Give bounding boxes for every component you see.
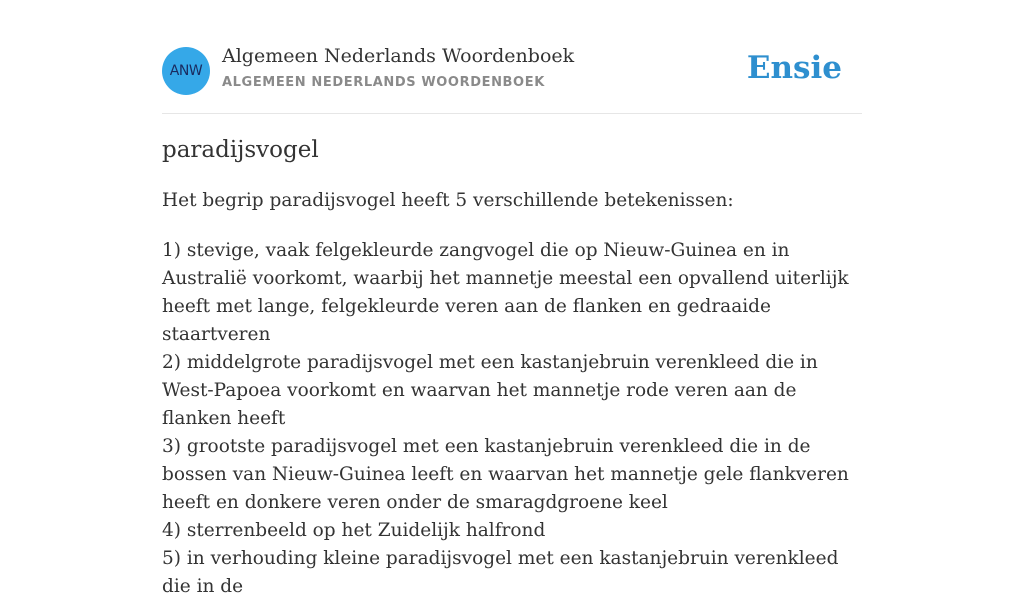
definition-1: 1) stevige, vaak felgekleurde zangvogel die op Nieuw-Guinea en in Australië voorkomt, waarbij het mannetje meestal een opvallend uiterlijk heeft met lange, felgekleurde veren aan de flanken en gedraaide staartveren [162, 240, 849, 345]
content-container [162, 0, 862, 597]
site-subtitle: ALGEMEEN NEDERLANDS WOORDENBOEK [222, 75, 545, 90]
definition-3: 3) grootste paradijsvogel met een kastanjebruin verenkleed die in de bossen van Nieuw-Guinea leeft en waarvan het mannetje gele flankveren heeft en donkere veren onder de smaragdgroene keel [162, 436, 849, 513]
definition-4: 4) sterrenbeeld op het Zuidelijk halfrond [162, 520, 546, 541]
entry-intro: Het begrip paradijsvogel heeft 5 verschillende betekenissen: [162, 190, 734, 211]
ensie-brand-link[interactable]: Ensie [746, 50, 842, 86]
anw-logo[interactable]: ANW [162, 47, 210, 95]
definition-5: 5) in verhouding kleine paradijsvogel met een kastanjebruin verenkleed die in de [162, 548, 839, 597]
entry-title: paradijsvogel [162, 137, 319, 163]
header [162, 0, 862, 114]
definitions-list [162, 237, 862, 601]
definition-2: 2) middelgrote paradijsvogel met een kastanjebruin verenkleed die in West-Papoea voorkomt en waarvan het mannetje rode veren aan de flanken heeft [162, 352, 818, 429]
site-title[interactable]: Algemeen Nederlands Woordenboek [222, 45, 575, 67]
